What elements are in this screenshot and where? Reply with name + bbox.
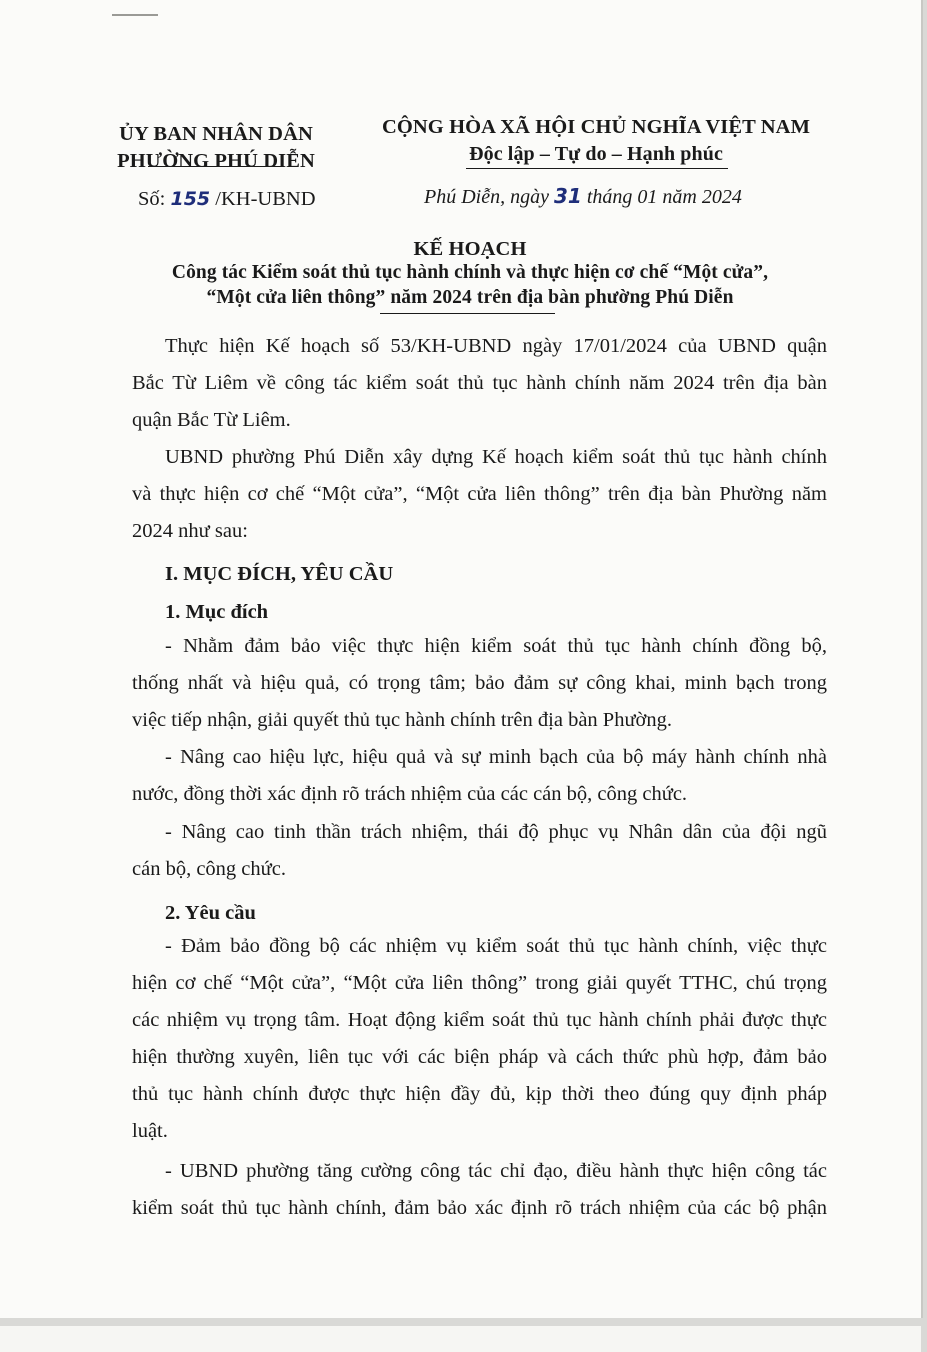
doc-subtitle-line1: Công tác Kiểm soát thủ tục hành chính và thực hiện cơ chế “Một cửa”,	[171, 262, 769, 283]
paragraph-line: các nhiệm vụ trọng tâm. Hoạt động kiểm soát thủ tục hành chính phải được thực	[132, 1009, 827, 1031]
paragraph-line: và thực hiện cơ chế “Một cửa”, “Một cửa liên thông” trên địa bàn Phường năm	[132, 483, 827, 505]
paragraph-line: - Nâng cao hiệu lực, hiệu quả và sự minh bạch của bộ máy hành chính nhà	[165, 746, 827, 768]
paragraph-line: luật.	[132, 1120, 168, 1142]
paragraph-5	[132, 814, 827, 888]
paragraph-line: hiện thường xuyên, liên tục với các biện pháp và cách thức phù hợp, đảm bảo	[132, 1046, 827, 1068]
paragraph-line: nước, đồng thời xác định rõ trách nhiệm của các cán bộ, công chức.	[132, 783, 688, 805]
paragraph-1	[132, 328, 827, 439]
section-heading-1: I. MỤC ĐÍCH, YÊU CẦU	[165, 563, 394, 585]
next-page-edge	[0, 1326, 921, 1352]
paragraph-line: - UBND phường tăng cường công tác chỉ đạo, điều hành thực hiện công tác	[165, 1160, 827, 1182]
paragraph-6	[132, 928, 827, 1150]
paragraph-line: 2024 như sau:	[132, 520, 248, 542]
doc-number	[138, 188, 316, 211]
org-name-line2: PHƯỜNG PHÚ DIỄN	[117, 150, 315, 172]
nation-name: CỘNG HÒA XÃ HỘI CHỦ NGHĨA VIỆT NAM	[381, 116, 811, 138]
paragraph-line: cán bộ, công chức.	[132, 858, 286, 880]
paragraph-2	[132, 439, 827, 550]
subsection-heading-1: 1. Mục đích	[165, 601, 269, 623]
paragraph-line: UBND phường Phú Diễn xây dựng Kế hoạch kiểm soát thủ tục hành chính	[165, 446, 827, 468]
org-underline	[148, 166, 284, 167]
paragraph-line: Thực hiện Kế hoạch số 53/KH-UBND ngày 17/01/2024 của UBND quận	[165, 335, 827, 357]
paragraph-line: việc tiếp nhận, giải quyết thủ tục hành chính trên địa bàn Phường.	[132, 709, 673, 731]
doc-number-prefix: Số:	[138, 188, 166, 210]
paragraph-line: thủ tục hành chính được thực hiện đầy đủ, kịp thời theo đúng quy định pháp	[132, 1083, 827, 1105]
date-day-handwritten: 31	[553, 184, 582, 208]
subsection-heading-2: 2. Yêu cầu	[165, 902, 256, 924]
motto-underline	[466, 168, 728, 169]
doc-title: KẾ HOẠCH	[413, 238, 527, 260]
date-prefix: Phú Diễn, ngày	[424, 186, 549, 208]
paragraph-3	[132, 628, 827, 739]
paragraph-line: hiện cơ chế “Một cửa”, “Một cửa liên thông” trong giải quyết TTHC, chú trọng	[132, 972, 827, 994]
nation-motto: Độc lập – Tự do – Hạnh phúc	[469, 143, 723, 165]
title-underline	[380, 313, 555, 314]
paragraph-4	[132, 739, 827, 813]
paragraph-7	[132, 1153, 827, 1227]
doc-number-suffix: /KH-UBND	[215, 188, 316, 210]
doc-number-handwritten: 155	[170, 188, 211, 210]
paragraph-line: - Nhằm đảm bảo việc thực hiện kiểm soát thủ tục hành chính đồng bộ,	[165, 635, 827, 657]
paragraph-line: - Đảm bảo đồng bộ các nhiệm vụ kiểm soát thủ tục hành chính, việc thực	[165, 935, 827, 957]
paragraph-line: kiểm soát thủ tục hành chính, đảm bảo xác định rõ trách nhiệm của các bộ phận	[132, 1197, 827, 1219]
scan-artifact	[112, 14, 158, 16]
paragraph-line: - Nâng cao tinh thần trách nhiệm, thái độ phục vụ Nhân dân của đội ngũ	[165, 821, 827, 843]
date-suffix: tháng 01 năm 2024	[586, 186, 742, 208]
paragraph-line: quận Bắc Từ Liêm.	[132, 409, 291, 431]
org-name-line1: ỦY BAN NHÂN DÂN	[119, 123, 313, 145]
issue-date	[424, 184, 742, 209]
paragraph-line: Bắc Từ Liêm về công tác kiểm soát thủ tục hành chính năm 2024 trên địa bàn	[132, 372, 827, 394]
paragraph-line: thống nhất và hiệu quả, có trọng tâm; bảo đảm sự công khai, minh bạch trong	[132, 672, 827, 694]
doc-subtitle-line2: “Một cửa liên thông” năm 2024 trên địa bàn phường Phú Diễn	[206, 287, 734, 308]
